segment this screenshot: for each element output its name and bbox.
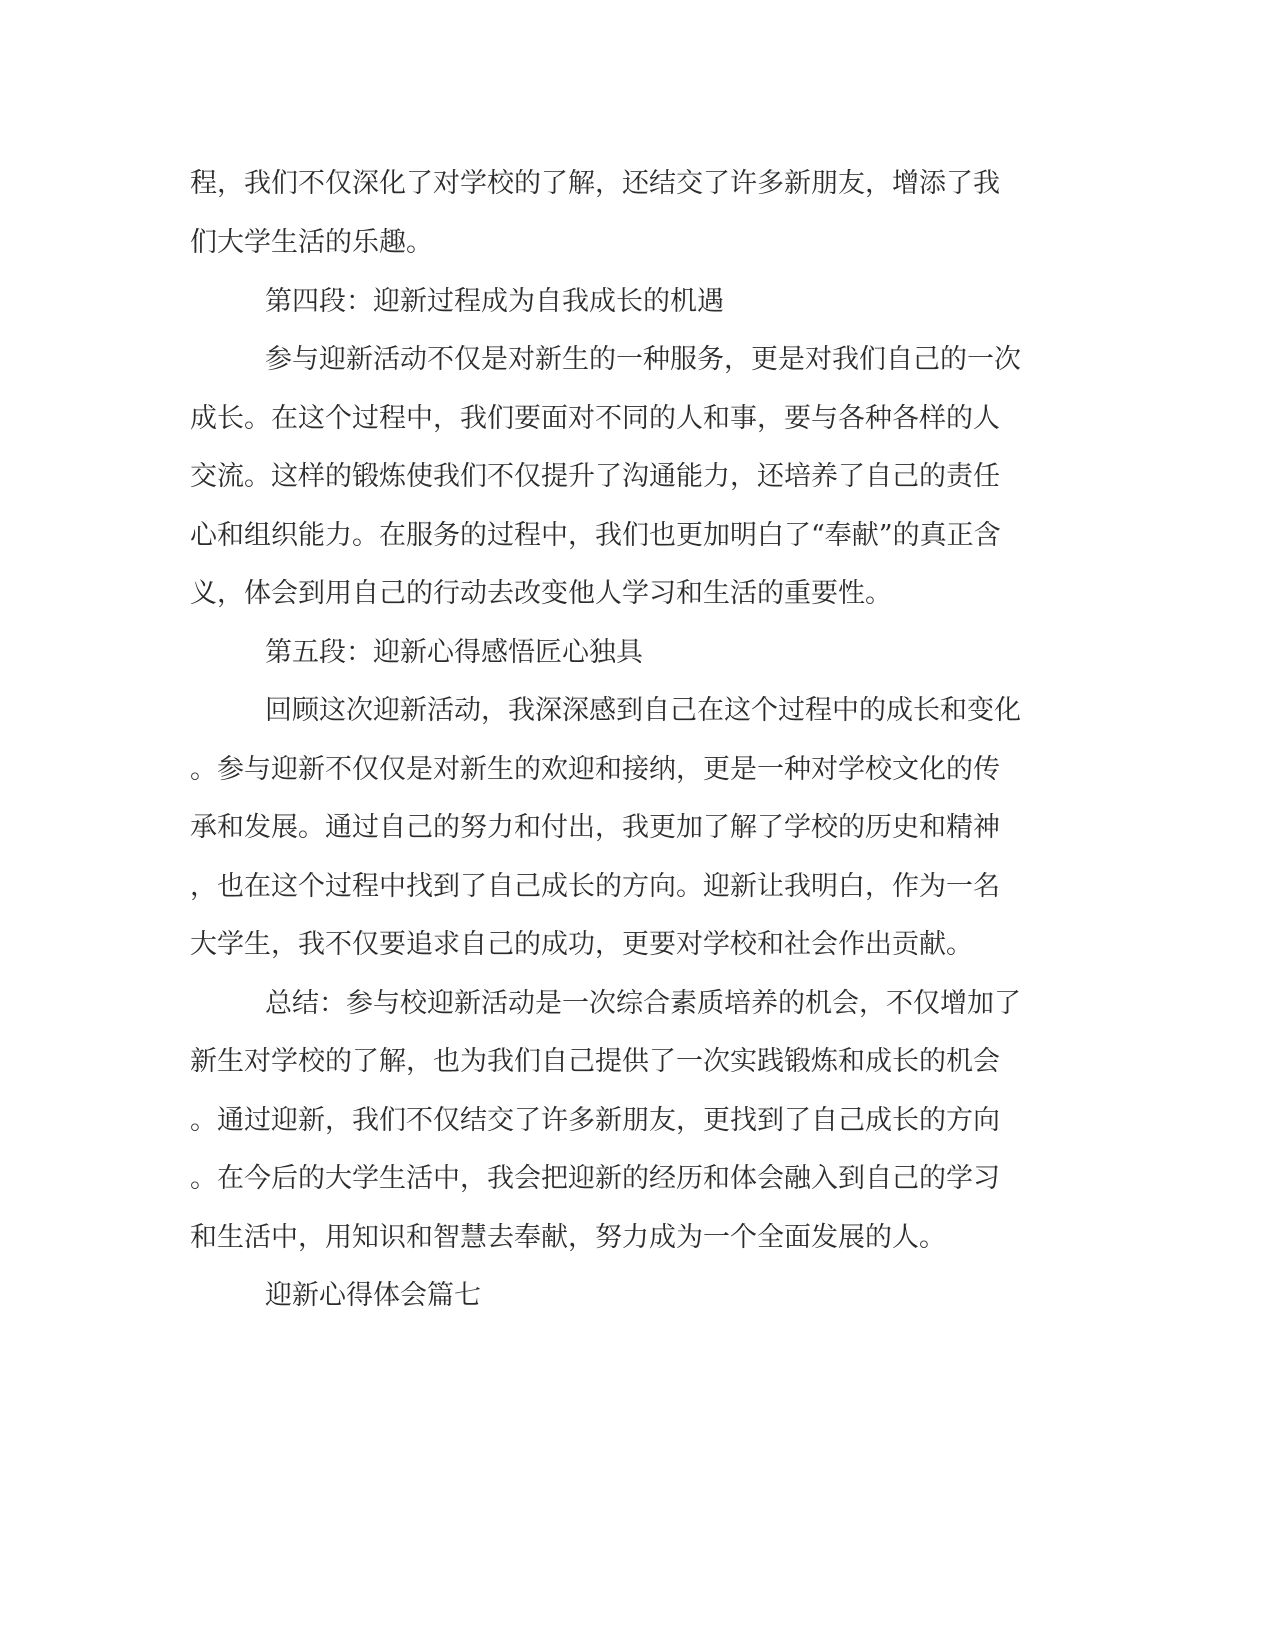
text-line: 。通过迎新，我们不仅结交了许多新朋友，更找到了自己成长的方向: [190, 1105, 1000, 1136]
section-heading: 第四段：迎新过程成为自我成长的机遇: [265, 286, 724, 317]
text-line: 成长。在这个过程中，我们要面对不同的人和事，要与各种各样的人: [190, 403, 1000, 434]
text-line: 大学生，我不仅要追求自己的成功，更要对学校和社会作出贡献。: [190, 929, 973, 960]
section-heading: 第五段：迎新心得感悟匠心独具: [265, 637, 643, 668]
text-line: ，也在这个过程中找到了自己成长的方向。迎新让我明白，作为一名: [190, 871, 1000, 902]
text-line: 们大学生活的乐趣。: [190, 227, 433, 258]
text-line: 。参与迎新不仅仅是对新生的欢迎和接纳，更是一种对学校文化的传: [190, 754, 1000, 785]
text-line: 义，体会到用自己的行动去改变他人学习和生活的重要性。: [190, 578, 892, 609]
section-heading: 迎新心得体会篇七: [265, 1280, 481, 1311]
text-line: 参与迎新活动不仅是对新生的一种服务，更是对我们自己的一次: [265, 344, 1021, 375]
text-line: 交流。这样的锻炼使我们不仅提升了沟通能力，还培养了自己的责任: [190, 461, 1000, 492]
text-line: 程，我们不仅深化了对学校的了解，还结交了许多新朋友，增添了我: [190, 168, 1000, 199]
text-line: 。在今后的大学生活中，我会把迎新的经历和体会融入到自己的学习: [190, 1163, 1000, 1194]
text-line: 承和发展。通过自己的努力和付出，我更加了解了学校的历史和精神: [190, 812, 1000, 843]
text-line: 新生对学校的了解，也为我们自己提供了一次实践锻炼和成长的机会: [190, 1046, 1000, 1077]
text-line: 心和组织能力。在服务的过程中，我们也更加明白了“奉献”的真正含: [190, 520, 1001, 551]
text-line: 回顾这次迎新活动，我深深感到自己在这个过程中的成长和变化: [265, 695, 1021, 726]
text-line: 总结：参与校迎新活动是一次综合素质培养的机会，不仅增加了: [265, 988, 1021, 1019]
text-line: 和生活中，用知识和智慧去奉献，努力成为一个全面发展的人。: [190, 1222, 946, 1253]
